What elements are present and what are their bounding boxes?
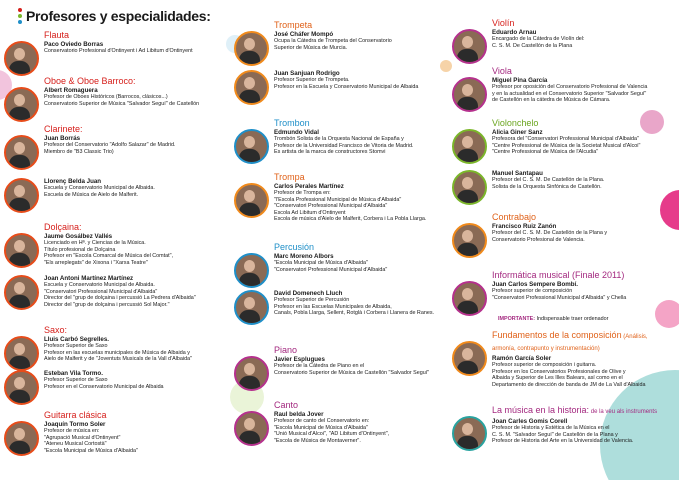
teacher-photo <box>452 170 487 205</box>
teacher-photo <box>452 416 487 451</box>
header-dots <box>18 8 22 24</box>
teacher-info <box>274 172 444 223</box>
teacher-entry <box>4 222 214 268</box>
teacher-entry <box>452 118 667 164</box>
teacher-detail: Profesor Superior de Trompeta. <box>274 77 350 83</box>
teacher-entry <box>234 172 444 223</box>
teacher-name: Juan Sanjuan Rodrigo <box>274 70 340 77</box>
teacher-entry <box>452 330 667 388</box>
teacher-info <box>44 325 214 371</box>
teacher-name: Esteban Vila Tormo. <box>44 370 103 377</box>
teacher-entry <box>234 70 444 105</box>
teacher-info <box>492 212 667 258</box>
page-header <box>18 8 211 24</box>
teacher-detail: "Conservatori Professional Municipal d'Albaida" <box>44 288 158 295</box>
teacher-detail: Profesor por oposición del Conservatorio Profesional de Valencia <box>492 84 648 90</box>
teacher-entry <box>4 370 214 405</box>
teacher-entry <box>4 124 214 170</box>
teacher-info <box>44 178 214 213</box>
teacher-detail: C. S. M. De Castellón de la Plana <box>492 42 573 49</box>
teacher-info <box>492 18 667 64</box>
teacher-detail: Escuela y Conservatorio Municipal de Albaida. <box>44 185 155 191</box>
teacher-detail: "Escola Municipal de Música d'Albaida" <box>44 447 138 454</box>
teacher-entry <box>234 345 444 391</box>
section-title: Oboe & Oboe Barroco: <box>44 76 136 86</box>
teacher-photo <box>452 223 487 258</box>
teacher-info <box>44 222 214 268</box>
teacher-detail: Profesor superior de composición <box>492 288 573 294</box>
teacher-detail: "l'Escola Professional Municipal de Música d'Albaida" <box>274 196 402 203</box>
section-title: Trompa <box>274 172 305 182</box>
teacher-info <box>44 275 214 310</box>
teacher-entry <box>4 76 214 122</box>
teacher-entry <box>234 290 444 325</box>
teacher-info <box>492 405 667 451</box>
teacher-detail: Superior de Música de Murcia. <box>274 44 348 51</box>
teacher-entry <box>4 275 214 310</box>
teacher-detail: Miembro de "B3 Classic Trio) <box>44 148 114 155</box>
section-title: Piano <box>274 345 298 355</box>
teacher-name: Edmundo Vidal <box>274 129 319 136</box>
teacher-photo <box>4 421 39 456</box>
section-heading <box>274 20 444 30</box>
teacher-entry <box>4 178 214 213</box>
teacher-detail: Profesor en el Conservatorio Municipal de Albaida <box>44 383 164 390</box>
section-heading <box>492 330 667 354</box>
section-heading <box>44 325 214 335</box>
section-heading <box>274 400 444 410</box>
teacher-photo <box>4 336 39 371</box>
section-heading <box>274 172 444 182</box>
teacher-entry <box>452 405 667 451</box>
section-heading <box>492 270 667 280</box>
teacher-detail: "Conservatori Professional Municipal d'Albaida" <box>274 203 388 210</box>
teacher-detail: Albaida y Superior de Les Illes Balears, así como en el <box>492 375 623 382</box>
teacher-photo <box>452 341 487 376</box>
teacher-photo <box>4 370 39 405</box>
section-subtitle: de la veu als instruments <box>589 409 658 415</box>
teacher-entry <box>234 400 444 446</box>
teacher-photo <box>452 29 487 64</box>
teacher-detail: y en la actualidad en el Conservatorio Superior "Salvador Seguí" <box>492 90 647 97</box>
teacher-detail: "Conservatori Professional Municipal d'Albaida" <box>274 266 388 273</box>
important-note <box>498 316 608 323</box>
teacher-detail: Director del "grup de dolçaina i percussió Sol Major." <box>44 301 170 308</box>
teacher-detail: Aielo de Malferit y de "Joventuts Musicals de la Vall d'Albaida" <box>44 356 192 363</box>
teacher-detail: Solista de la Orquesta Sinfónica de Castellón. <box>492 183 602 190</box>
teacher-detail: Es artista de la marca de constructores Stomvi <box>274 149 386 156</box>
teacher-entry <box>452 270 667 316</box>
section-heading <box>492 405 667 417</box>
teacher-info <box>274 400 444 446</box>
teacher-detail: Conservatorio Profesional d'Ontinyent i Ad Libitum d'Ontinyent <box>44 48 193 54</box>
teacher-name: José Cháfer Mompó <box>274 31 334 38</box>
teacher-detail: Licenciado en Hª. y Ciencias de la Música. <box>44 240 146 246</box>
teacher-name: Francisco Ruiz Zanón <box>492 223 557 230</box>
teacher-detail: Profesor en "Escola Comarcal de Música del Comtat", <box>44 253 174 260</box>
teacher-info <box>44 76 214 122</box>
teacher-entry <box>452 66 667 112</box>
section-title: Violonchelo <box>492 118 539 128</box>
teacher-detail: Profesor en las Escuelas Municipales de Albaida, <box>274 303 392 310</box>
section-title: Dolçaina: <box>44 222 82 232</box>
teacher-name: Marc Moreno Albors <box>274 253 334 260</box>
teacher-name: Joaquín Tormo Soler <box>44 421 106 428</box>
teacher-detail: "Centre Professional de Música de l'Alcudia" <box>492 149 599 156</box>
teacher-detail: Escola Ad Libitum d'Ontinyent <box>274 209 346 216</box>
teacher-photo <box>234 411 269 446</box>
teacher-info <box>44 124 214 170</box>
teacher-detail: Profesor de la Universidad Francisco de Vitoria de Madrid. <box>274 142 414 149</box>
teacher-photo <box>234 183 269 218</box>
teacher-info <box>44 410 214 456</box>
important-text: Indispensable traer ordenador <box>536 316 609 322</box>
teacher-entry <box>4 410 214 456</box>
teacher-info <box>44 30 214 76</box>
teacher-name: Juan Borrás <box>44 135 81 142</box>
teacher-info <box>492 66 667 112</box>
section-heading <box>274 242 444 252</box>
teacher-detail: Ocupa la Cátedra de Trompeta del Conservatorio <box>274 38 392 44</box>
section-heading <box>44 124 214 134</box>
teacher-detail: Profesor en la Escuela y Conservatorio Municipal de Albaida <box>274 83 419 90</box>
section-subtitle: (Análisis, armonía, contrapunto y instrumentación) <box>492 334 648 352</box>
teacher-detail: "Agrupació Musical d'Ontinyent" <box>44 434 121 441</box>
teacher-detail: Profesor en los Conservatorios Profesionales de Olive y <box>492 368 626 375</box>
teacher-photo <box>4 135 39 170</box>
teacher-entry <box>452 212 667 258</box>
teacher-detail: "Centre Professional de Música de la Societat Musical d'Alcoi" <box>492 142 641 149</box>
section-heading <box>274 118 444 128</box>
section-heading <box>44 410 214 420</box>
section-title: Clarinete: <box>44 124 83 134</box>
section-title: La música en la historia: <box>492 405 590 415</box>
teacher-photo <box>234 290 269 325</box>
teacher-detail: Encargado de la Cátedra de Violín del: <box>492 36 585 42</box>
teacher-photo <box>234 129 269 164</box>
teacher-detail: Profesor del C. S. M. De Castellón de la Plana. <box>492 177 605 183</box>
teacher-name: Joan Carles Gomis Corell <box>492 418 568 425</box>
teacher-name: Javier Esplugues <box>274 356 325 363</box>
section-heading <box>44 76 214 86</box>
teacher-entry <box>234 20 444 66</box>
teacher-info <box>492 330 667 388</box>
teacher-detail: Profesor superior de composición i guitarra. <box>492 362 597 368</box>
teacher-name: Joan Antoni Martínez Martínez <box>44 275 134 282</box>
teacher-photo <box>4 41 39 76</box>
section-heading <box>492 212 667 222</box>
teacher-entry <box>452 170 667 205</box>
section-title: Guitarra clásica <box>44 410 107 420</box>
teacher-name: Manuel Santapau <box>492 170 543 177</box>
teacher-detail: Profesor Superior de Saxo <box>44 343 108 349</box>
teacher-info <box>492 270 667 316</box>
teacher-info <box>44 370 214 405</box>
section-title: Contrabajo <box>492 212 537 222</box>
section-title: Flauta <box>44 30 70 40</box>
teacher-photo <box>4 87 39 122</box>
teacher-name: Lluis Carbó Segrelles. <box>44 336 109 343</box>
teacher-detail: Profesor de Historia y Estética de la Música en el <box>492 425 610 431</box>
page-title: Profesores y especialidades: <box>26 8 211 24</box>
teacher-detail: "Escola Municipal de Música d'Albaida" <box>274 424 368 431</box>
teacher-detail: Profesor Superior de Saxo <box>44 377 108 383</box>
teacher-name: Miguel Pina García <box>492 77 548 84</box>
teacher-name: Llorenç Belda Juan <box>44 178 102 185</box>
teacher-detail: Departamento de dirección de banda de JM de La Vall d'Albaida <box>492 381 646 388</box>
teacher-name: Jaume Gosálbez Vallés <box>44 233 113 240</box>
teacher-detail: Director del "grup de dolçaina i percussió La Pedrera d'Albaida" <box>44 295 196 302</box>
teacher-name: Albert Romaguera <box>44 87 98 94</box>
section-title: Saxo: <box>44 325 68 335</box>
teacher-detail: Profesor de la Cátedra de Piano en el <box>274 363 365 369</box>
teacher-detail: Profesor de Oboes Históricos (Barrocos, clásicos...) <box>44 94 168 100</box>
teacher-info <box>274 118 444 164</box>
teacher-entry <box>452 18 667 64</box>
important-label: IMPORTANTE: <box>498 316 536 322</box>
teacher-detail: de Castellón en la cátedra de Música de Cámara. <box>492 97 611 104</box>
teacher-detail: Profesor de canto del Conservatorio en: <box>274 418 370 424</box>
teacher-name: Alicia Giner Sanz <box>492 129 543 136</box>
teacher-detail: Escuela y Conservatorio Municipal de Albaida. <box>44 282 155 288</box>
section-heading <box>492 66 667 76</box>
teacher-detail: "Unió Musical d'Alcoi", "AD Libitum d'Ontinyent", <box>274 431 390 438</box>
section-title: Percusión <box>274 242 315 252</box>
teacher-photo <box>452 281 487 316</box>
teacher-detail: "Escola de Música de Montaverner". <box>274 437 361 444</box>
teacher-entry <box>234 118 444 164</box>
section-heading <box>44 30 214 40</box>
section-title: Viola <box>492 66 512 76</box>
section-title: Fundamentos de la composición <box>492 330 622 340</box>
section-heading <box>274 345 444 355</box>
teacher-photo <box>234 31 269 66</box>
teacher-detail: "Els arreplegats" de Xixona i "Xarxa Teatre" <box>44 259 148 266</box>
teacher-info <box>274 242 444 288</box>
teacher-detail: Profesor de música en: <box>44 428 100 434</box>
teacher-detail: Profesor de Trompa en: <box>274 190 331 196</box>
teacher-detail: Conservatorio Superior de Música "Salvador Seguí" de Castellón <box>44 100 200 107</box>
teacher-detail: Profesora del "Conservatori Professional Municipal d'Albaida" <box>492 136 639 142</box>
teacher-photo <box>452 77 487 112</box>
teacher-detail: Conservatorio Profesional de Valencia. <box>492 236 585 243</box>
teacher-detail: Título profesional de Dolçaina <box>44 246 116 253</box>
section-title: Informática musical (Finale 2011) <box>492 270 625 280</box>
teacher-photo <box>234 70 269 105</box>
teacher-detail: Canals, Pobla Llarga, Sellent, Rotglà i Corbera i Llanera de Ranes. <box>274 310 435 317</box>
teacher-name: Eduardo Arnau <box>492 29 537 36</box>
teacher-entry <box>4 325 214 371</box>
teacher-detail: Profesor de Historia del Arte en la Universidad de Valencia. <box>492 438 634 445</box>
teacher-detail: Escola de música d'Aielo de Malferit, Corbera i La Pobla Llarga. <box>274 216 427 223</box>
teacher-photo <box>4 275 39 310</box>
teacher-name: Raul belda Jover <box>274 411 324 418</box>
teacher-info <box>492 118 667 164</box>
teacher-detail: "Conservatori Professional Municipal d'Albaida" y Chella <box>492 294 627 301</box>
teacher-entry <box>234 242 444 288</box>
teacher-name: David Domenech Lluch <box>274 290 343 297</box>
teacher-detail: Profesor en las escuelas municipales de Música de Albaida y <box>44 349 190 356</box>
section-title: Trombon <box>274 118 310 128</box>
section-title: Violín <box>492 18 515 28</box>
teacher-detail: "Ateneu Musical Cortostà" <box>44 441 107 448</box>
teacher-detail: Profesor del Conservatorio "Adolfo Salazar" de Madrid. <box>44 142 176 148</box>
teacher-name: Juan Carlos Sempere Bombí. <box>492 281 578 288</box>
teacher-detail: Escuela de Música de Aielo de Malferit. <box>44 191 139 198</box>
teacher-info <box>274 345 444 391</box>
teacher-entry <box>4 30 214 76</box>
section-heading <box>492 18 667 28</box>
teacher-name: Carlos Perales Martínez <box>274 183 344 190</box>
teacher-photo <box>234 253 269 288</box>
section-heading <box>44 222 214 232</box>
teacher-info <box>274 290 444 325</box>
teacher-info <box>274 20 444 66</box>
teacher-photo <box>234 356 269 391</box>
teacher-photo <box>4 233 39 268</box>
section-title: Trompeta <box>274 20 313 30</box>
teacher-detail: Trombón Solista de la Orquesta Nacional de España y <box>274 136 404 142</box>
teacher-info <box>274 70 444 105</box>
teacher-detail: Conservatorio Superior de Música de Castellón "Salvador Seguí" <box>274 369 430 376</box>
teacher-detail: "Escola Municipal de Música d'Albaida" <box>274 260 368 266</box>
section-title: Canto <box>274 400 299 410</box>
teacher-name: Ramón García Soler <box>492 355 552 362</box>
teacher-detail: C. S. M. "Salvador Seguí" de Castellón de la Plana y <box>492 431 618 438</box>
teacher-photo <box>4 178 39 213</box>
teacher-detail: Profesor del C. S. M. De Castellón de la Plana y <box>492 230 608 236</box>
teacher-info <box>492 170 667 205</box>
section-heading <box>492 118 667 128</box>
teacher-detail: Profesor Superior de Percusión <box>274 297 350 303</box>
teacher-photo <box>452 129 487 164</box>
teacher-name: Paco Oviedo Borras <box>44 41 104 48</box>
